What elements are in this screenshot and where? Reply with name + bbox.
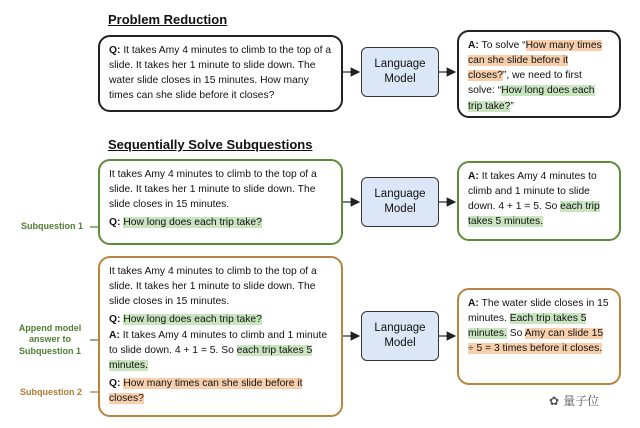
- wechat-icon: ✿: [549, 393, 560, 408]
- model-label-line2: Model: [384, 203, 416, 215]
- stage2-answer-1: [109, 328, 332, 373]
- side-label-subquestion-1: Subquestion 1: [20, 221, 83, 231]
- stage2-context: It takes Amy 4 minutes to climb to the top of a slide. It takes her 1 minute to slide down. The slide closes in 15 minutes.: [109, 266, 317, 308]
- highlight-subquestion: How long does each trip take?: [468, 85, 595, 112]
- model-label-line2: Model: [384, 73, 416, 85]
- stage1-output-box: [457, 161, 621, 241]
- stage2-a-label: A:: [109, 329, 120, 341]
- stage1-context: It takes Amy 4 minutes to climb to the top of a slide. It takes her 1 minute to slide down. The slide closes in 15 minutes.: [109, 169, 317, 211]
- stage2-q1-label: Q:: [109, 314, 121, 326]
- stage2-q2-text: How many times can she slide before it closes?: [109, 377, 303, 404]
- stage2-output-highlight-green: Each trip takes 5 minutes.: [468, 313, 587, 340]
- stage1-output-highlight: each trip takes 5 minutes.: [468, 201, 600, 228]
- output-text-1: To solve “: [478, 40, 526, 51]
- stage1-output-text: It takes Amy 4 minutes to climb and 1 minute to slide down. 4 + 1 = 5. So: [468, 171, 597, 213]
- watermark: [549, 392, 599, 409]
- stage2-a-text: It takes Amy 4 minutes to climb and 1 minute to slide down. 4 + 1 = 5. So: [109, 329, 328, 356]
- stage2-output-highlight-orange: Amy can slide 15 ÷ 5 = 3 times before it closes.: [468, 328, 604, 355]
- language-model-box-2: [361, 177, 439, 227]
- stage1-input-box: [98, 159, 343, 245]
- stage2-a-highlight: each trip takes 5 minutes.: [109, 344, 313, 371]
- heading-problem-reduction: Problem Reduction: [108, 12, 228, 27]
- stage2-output-text-1: The water slide closes in 15 minutes.: [468, 298, 609, 325]
- reduction-output-box: [457, 30, 621, 118]
- model-label-line1: Language: [374, 322, 426, 335]
- highlight-main-question: How many times can she slide before it closes?: [468, 40, 602, 82]
- model-label-line1: Language: [374, 58, 426, 71]
- answer-label: A:: [468, 171, 479, 182]
- stage1-q-label: Q:: [109, 217, 121, 229]
- answer-label: A:: [468, 298, 479, 309]
- stage2-q1-text: How long does each trip take?: [123, 314, 262, 326]
- language-model-box-1: [361, 47, 439, 97]
- heading-sequential-solve: Sequentially Solve Subquestions: [108, 137, 313, 152]
- stage2-question-1: [109, 312, 332, 327]
- stage2-output-box: [457, 288, 621, 385]
- stage1-question: [109, 215, 332, 230]
- problem-input-box: [98, 35, 343, 112]
- output-text-2: ”, we need to first solve: “: [468, 70, 582, 97]
- side-label-subquestion-2: Subquestion 2: [19, 387, 82, 397]
- stage1-q-text: How long does each trip take?: [123, 217, 262, 229]
- language-model-box-3: [361, 311, 439, 361]
- watermark-text: 量子位: [563, 394, 600, 408]
- answer-label: A:: [468, 40, 479, 51]
- side-label-append-answer: Append model answer to Subquestion 1: [18, 323, 82, 356]
- problem-text: It takes Amy 4 minutes to climb to the top of a slide. It takes her 1 minute to slide down. The water slide closes in 15 minutes. How many times can she slide before it closes?: [109, 45, 332, 102]
- output-text-3: ”: [510, 100, 514, 112]
- stage2-output-text-2: So: [506, 328, 525, 340]
- model-label-line2: Model: [384, 337, 416, 349]
- stage2-input-box: [98, 256, 343, 417]
- model-label-line1: Language: [374, 188, 426, 201]
- stage2-q2-label: Q:: [109, 377, 121, 389]
- stage2-question-2: [109, 376, 332, 406]
- question-label: Q:: [109, 45, 121, 56]
